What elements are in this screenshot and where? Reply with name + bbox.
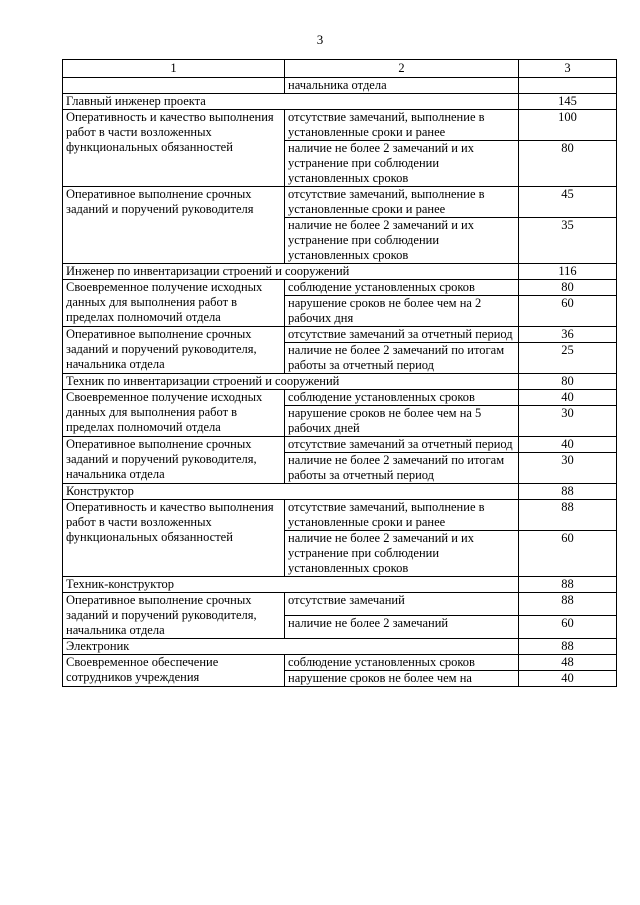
criterion-cell: начальника отдела xyxy=(285,78,519,94)
indicator-cell: Оперативность и качество выполнения работ в части возложенных функциональных обязанностей xyxy=(63,500,285,577)
criterion-cell: соблюдение установленных сроков xyxy=(285,280,519,296)
score-cell: 60 xyxy=(519,296,617,327)
score-cell: 30 xyxy=(519,406,617,437)
criterion-cell: нарушение сроков не более чем на 2 рабочих дня xyxy=(285,296,519,327)
criterion-cell: отсутствие замечаний за отчетный период xyxy=(285,437,519,453)
criterion-cell: отсутствие замечаний, выполнение в установленные сроки и ранее xyxy=(285,110,519,141)
criterion-cell: отсутствие замечаний, выполнение в установленные сроки и ранее xyxy=(285,500,519,531)
criterion-row xyxy=(63,110,617,141)
criterion-cell: наличие не более 2 замечаний xyxy=(285,616,519,639)
position-title: Инженер по инвентаризации строений и сооружений xyxy=(63,264,519,280)
position-max-score: 116 xyxy=(519,264,617,280)
indicator-cell: Своевременное получение исходных данных для выполнения работ в пределах полномочий отдела xyxy=(63,280,285,327)
criterion-row xyxy=(63,187,617,218)
indicator-cell: Оперативное выполнение срочных заданий и поручений руководителя, начальника отдела xyxy=(63,593,285,639)
score-cell: 60 xyxy=(519,616,617,639)
header-cell-2: 2 xyxy=(285,60,519,78)
indicator-cell: Оперативное выполнение срочных заданий и поручений руководителя, начальника отдела xyxy=(63,437,285,484)
position-row xyxy=(63,639,617,655)
position-title: Техник по инвентаризации строений и сооружений xyxy=(63,374,519,390)
score-cell: 80 xyxy=(519,141,617,187)
position-row xyxy=(63,577,617,593)
criterion-cell: наличие не более 2 замечаний и их устранение при соблюдении установленных сроков xyxy=(285,218,519,264)
criterion-cell: отсутствие замечаний xyxy=(285,593,519,616)
score-cell: 35 xyxy=(519,218,617,264)
indicator-cell: Оперативное выполнение срочных заданий и поручений руководителя, начальника отдела xyxy=(63,327,285,374)
criterion-cell: нарушение сроков не более чем на 5 рабочих дней xyxy=(285,406,519,437)
score-cell xyxy=(519,78,617,94)
criterion-row xyxy=(63,390,617,406)
indicator-cell xyxy=(63,78,285,94)
position-title: Конструктор xyxy=(63,484,519,500)
position-row xyxy=(63,94,617,110)
indicator-cell: Оперативное выполнение срочных заданий и поручений руководителя xyxy=(63,187,285,264)
header-cell-3: 3 xyxy=(519,60,617,78)
criterion-row xyxy=(63,280,617,296)
score-cell: 40 xyxy=(519,437,617,453)
indicator-cell: Своевременное получение исходных данных для выполнения работ в пределах полномочий отдела xyxy=(63,390,285,437)
score-cell: 40 xyxy=(519,671,617,687)
score-cell: 30 xyxy=(519,453,617,484)
score-cell: 48 xyxy=(519,655,617,671)
criterion-row xyxy=(63,437,617,453)
header-row xyxy=(63,60,617,78)
criterion-row xyxy=(63,593,617,616)
criterion-row xyxy=(63,655,617,671)
criterion-cell: наличие не более 2 замечаний и их устранение при соблюдении установленных сроков xyxy=(285,531,519,577)
header-cell-1: 1 xyxy=(63,60,285,78)
criterion-row xyxy=(63,500,617,531)
criterion-cell: наличие не более 2 замечаний и их устранение при соблюдении установленных сроков xyxy=(285,141,519,187)
criteria-table xyxy=(62,59,617,687)
criterion-cell: нарушение сроков не более чем на xyxy=(285,671,519,687)
criterion-cell: наличие не более 2 замечаний по итогам работы за отчетный период xyxy=(285,343,519,374)
position-row xyxy=(63,374,617,390)
indicator-cell: Оперативность и качество выполнения работ в части возложенных функциональных обязанностей xyxy=(63,110,285,187)
position-max-score: 80 xyxy=(519,374,617,390)
score-cell: 88 xyxy=(519,593,617,616)
criteria-table-body xyxy=(63,60,617,687)
criterion-cell: отсутствие замечаний, выполнение в установленные сроки и ранее xyxy=(285,187,519,218)
indicator-cell: Своевременное обеспечение сотрудников учреждения xyxy=(63,655,285,687)
position-title: Электроник xyxy=(63,639,519,655)
criterion-cell: соблюдение установленных сроков xyxy=(285,390,519,406)
position-max-score: 145 xyxy=(519,94,617,110)
position-max-score: 88 xyxy=(519,577,617,593)
criterion-cell: соблюдение установленных сроков xyxy=(285,655,519,671)
score-cell: 25 xyxy=(519,343,617,374)
score-cell: 40 xyxy=(519,390,617,406)
criterion-row xyxy=(63,327,617,343)
criterion-cell: наличие не более 2 замечаний по итогам работы за отчетный период xyxy=(285,453,519,484)
score-cell: 88 xyxy=(519,500,617,531)
page-number: 3 xyxy=(316,32,324,47)
score-cell: 60 xyxy=(519,531,617,577)
continuation-row xyxy=(63,78,617,94)
score-cell: 80 xyxy=(519,280,617,296)
score-cell: 36 xyxy=(519,327,617,343)
score-cell: 100 xyxy=(519,110,617,141)
position-row xyxy=(63,484,617,500)
position-title: Техник-конструктор xyxy=(63,577,519,593)
position-max-score: 88 xyxy=(519,484,617,500)
score-cell: 45 xyxy=(519,187,617,218)
position-max-score: 88 xyxy=(519,639,617,655)
position-row xyxy=(63,264,617,280)
criterion-cell: отсутствие замечаний за отчетный период xyxy=(285,327,519,343)
position-title: Главный инженер проекта xyxy=(63,94,519,110)
